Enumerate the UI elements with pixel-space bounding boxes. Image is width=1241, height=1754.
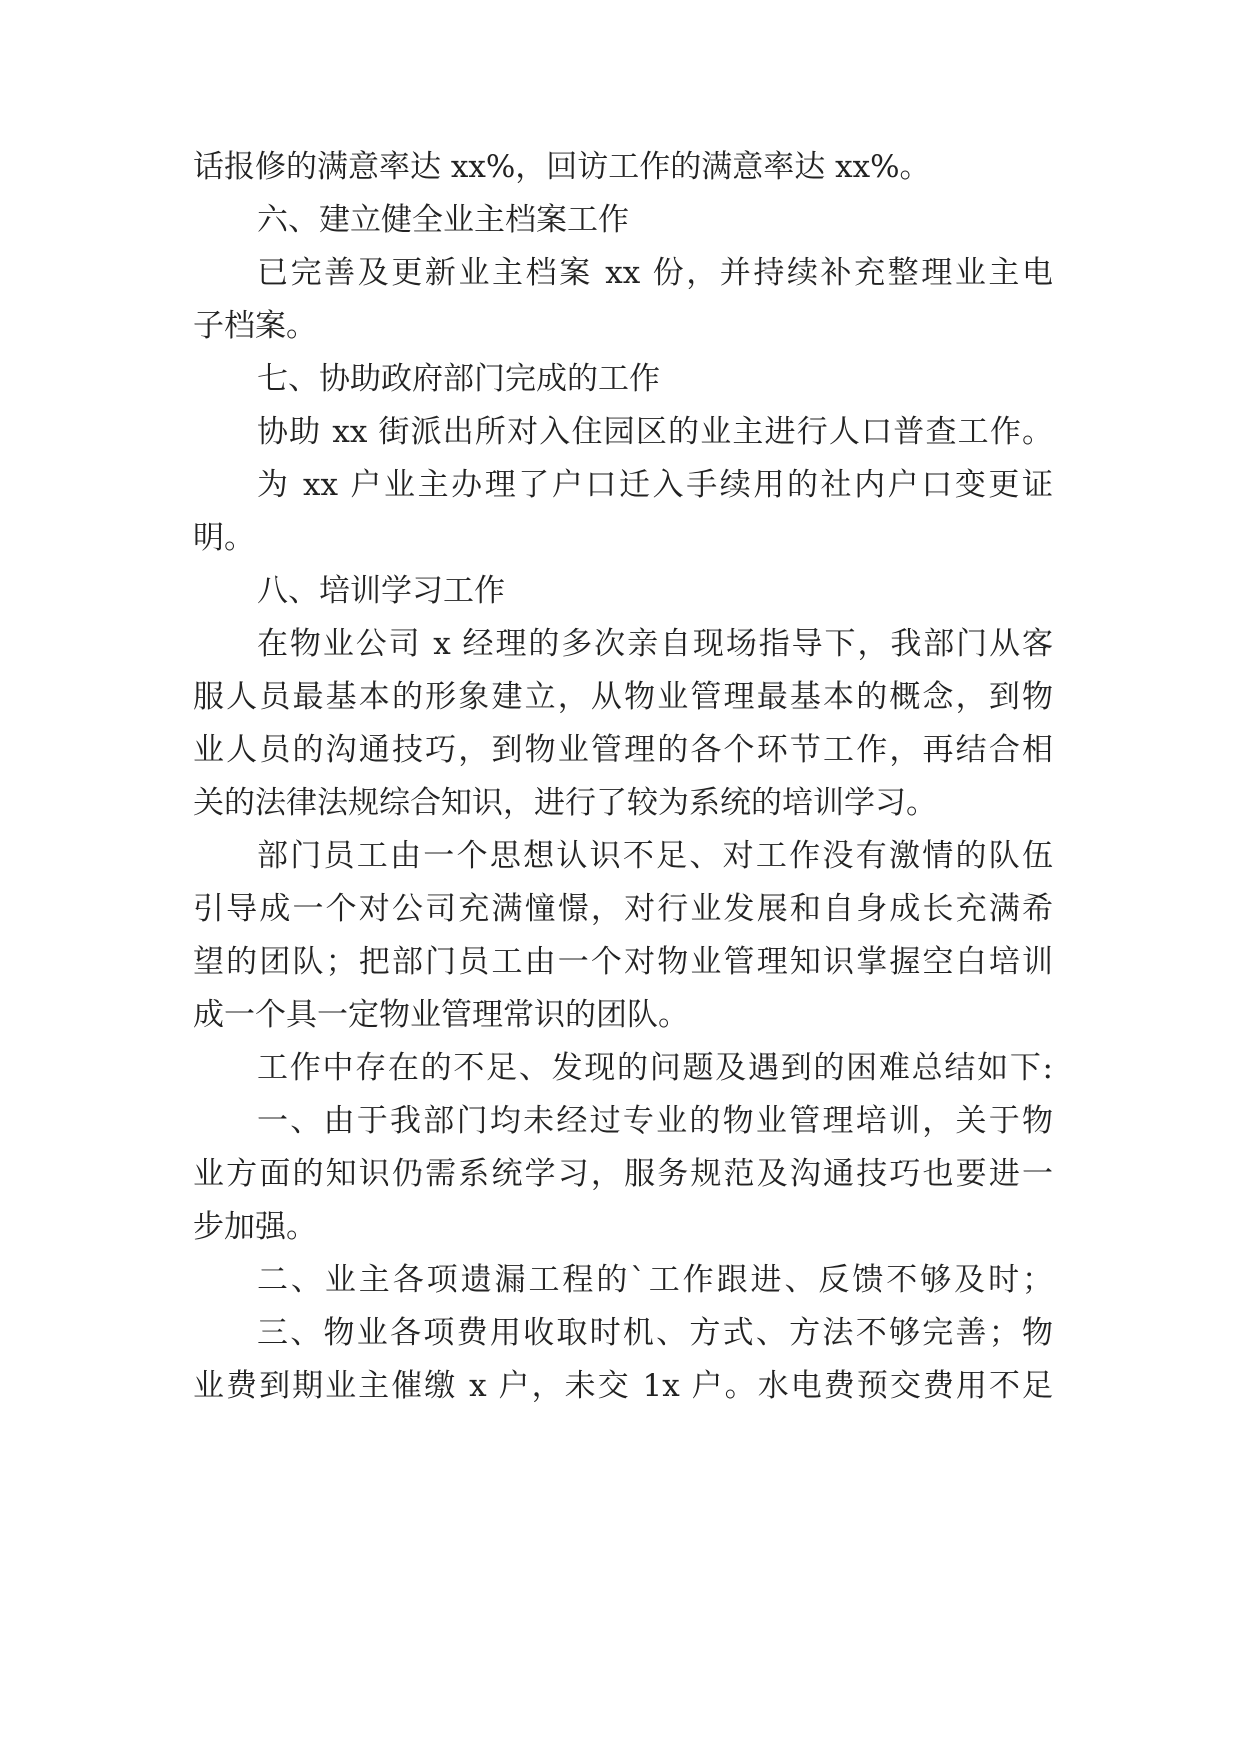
paragraph-line: 话报修的满意率达 xx%，回访工作的满意率达 xx%。 [193,149,931,185]
paragraph-line: 已完善及更新业主档案 xx 份，并持续补充整理业主电 [257,255,1053,291]
paragraph-line: 为 xx 户业主办理了户口迁入手续用的社内户口变更证 [257,467,1053,503]
paragraph-line: 成一个具一定物业管理常识的团队。 [193,997,689,1033]
paragraph-line: 协助 xx 街派出所对入住园区的业主进行人口普查工作。 [257,414,1053,450]
section-heading: 六、建立健全业主档案工作 [257,202,629,238]
paragraph-line: 关的法律法规综合知识，进行了较为系统的培训学习。 [193,785,937,821]
paragraph-line: 望的团队；把部门员工由一个对物业管理知识掌握空白培训 [193,944,1053,980]
section-heading: 七、协助政府部门完成的工作 [257,361,660,397]
paragraph-line: 引导成一个对公司充满憧憬，对行业发展和自身成长充满希 [193,891,1053,927]
paragraph-line: 部门员工由一个思想认识不足、对工作没有激情的队伍 [257,838,1053,874]
paragraph-line: 工作中存在的不足、发现的问题及遇到的困难总结如下: [257,1050,1053,1086]
paragraph-line: 步加强。 [193,1209,317,1245]
paragraph-line: 子档案。 [193,308,317,344]
paragraph-line: 在物业公司 x 经理的多次亲自现场指导下，我部门从客 [257,626,1053,662]
paragraph-line: 二、业主各项遗漏工程的`工作跟进、反馈不够及时； [257,1262,1053,1298]
paragraph-line: 明。 [193,520,255,556]
paragraph-line: 业方面的知识仍需系统学习，服务规范及沟通技巧也要进一 [193,1156,1053,1192]
paragraph-line: 业人员的沟通技巧，到物业管理的各个环节工作，再结合相 [193,732,1053,768]
paragraph-line: 服人员最基本的形象建立，从物业管理最基本的概念，到物 [193,679,1053,715]
paragraph-line: 三、物业各项费用收取时机、方式、方法不够完善；物 [257,1315,1053,1351]
paragraph-line: 业费到期业主催缴 x 户，未交 1x 户。水电费预交费用不足 [193,1368,1053,1404]
paragraph-line: 一、由于我部门均未经过专业的物业管理培训，关于物 [257,1103,1053,1139]
section-heading: 八、培训学习工作 [257,573,505,609]
